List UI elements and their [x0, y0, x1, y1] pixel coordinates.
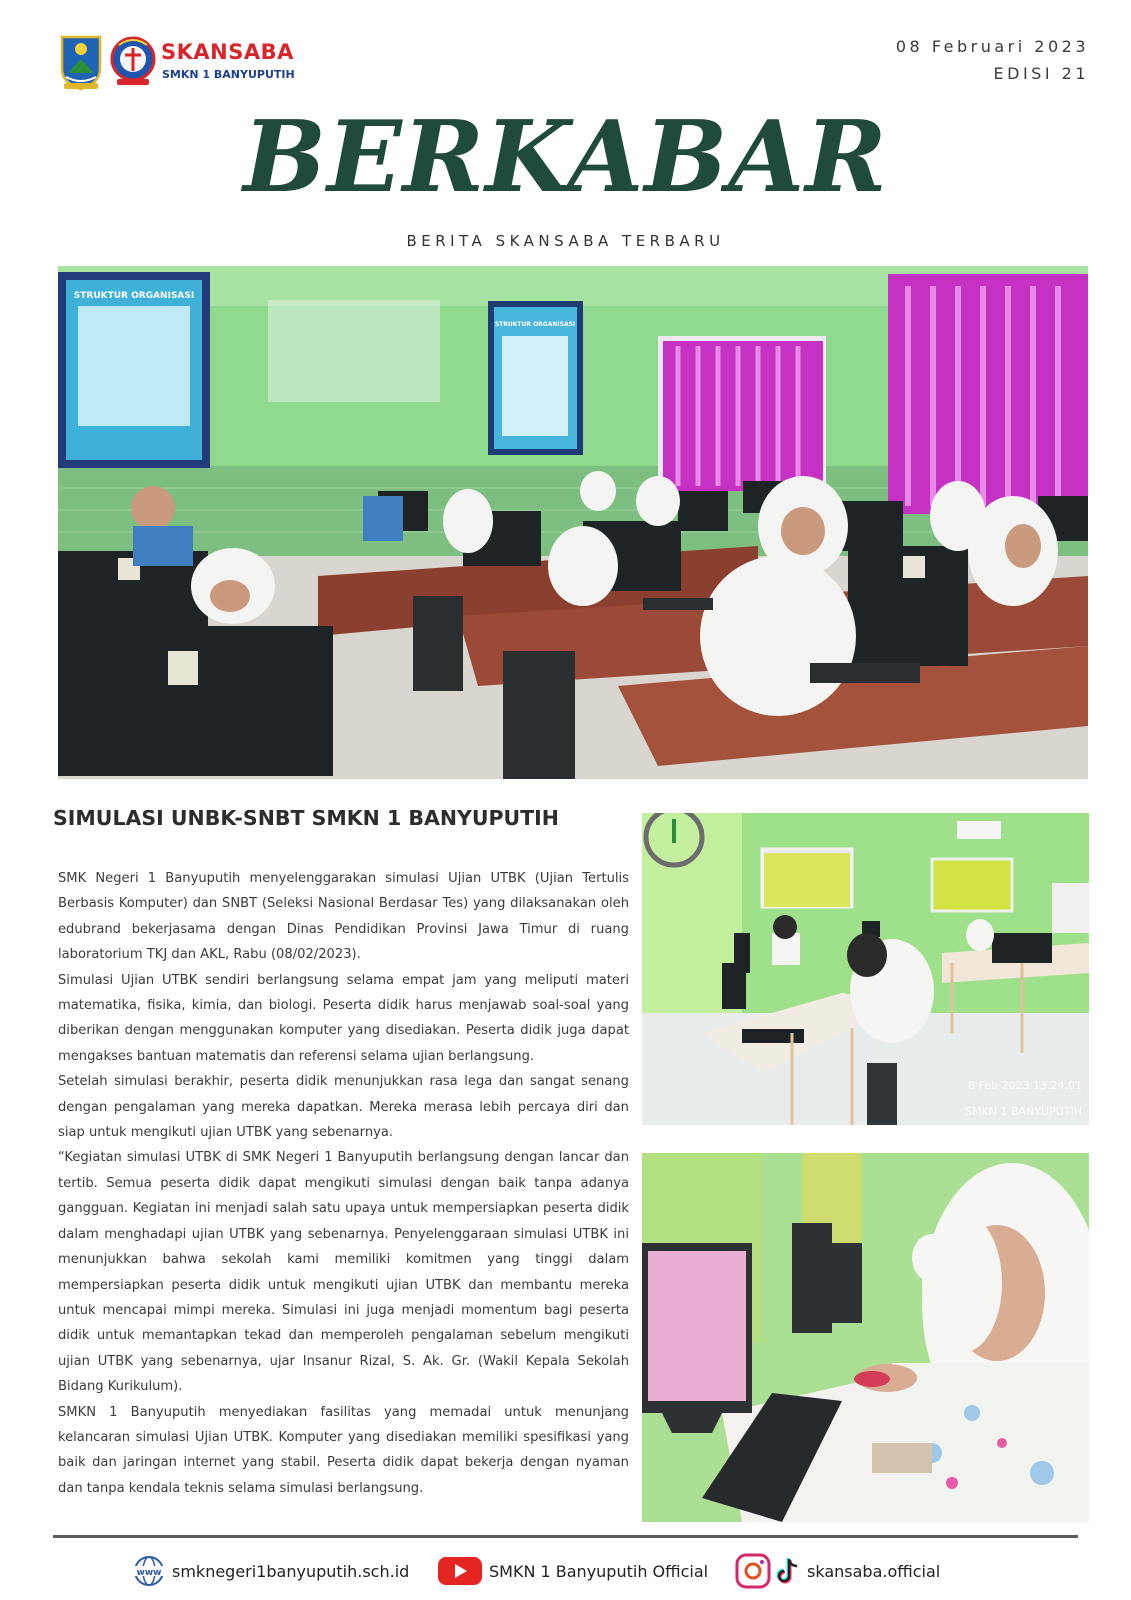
issue-date: 08 Februari 2023	[895, 37, 1089, 56]
brand-subtitle: SMKN 1 BANYUPUTIH	[162, 68, 295, 81]
article-body	[58, 866, 629, 1501]
side-photo-1-stamp-date: 8 Feb 2023 13.24.01	[968, 1079, 1082, 1092]
hero-poster-right	[488, 301, 583, 455]
footer-website[interactable]	[132, 1549, 409, 1593]
instagram-icon	[735, 1553, 771, 1589]
article-headline: SIMULASI UNBK-SNBT SMKN 1 BANYUPUTIH	[53, 806, 559, 830]
globe-icon-label: www	[136, 1568, 162, 1578]
hero-poster-right-title: STRUKTUR ORGANISASI	[494, 321, 576, 328]
hero-photo-computer-lab	[58, 266, 1088, 779]
tiktok-icon	[775, 1556, 801, 1586]
footer-youtube-text[interactable]: SMKN 1 Banyuputih Official	[489, 1561, 709, 1581]
footer-divider	[53, 1535, 1078, 1538]
article-paragraph-3: Setelah simulasi berakhir, peserta didik menunjukkan rasa lega dan sangat senang dengan pengalaman yang mereka dapatkan. Mereka merasa lebih percaya diri dan siap untuk mengikuti ujian UTBK yang sebenarnya.	[58, 1074, 629, 1141]
masthead-title: BERKABAR	[243, 100, 888, 215]
issue-info	[896, 33, 1089, 87]
article-paragraph-1: SMK Negeri 1 Banyuputih menyelenggarakan simulasi Ujian UTBK (Ujian Tertulis Berbasis Komputer) dan SNBT (Seleksi Nasional Berdasar Tes) yang dilaksanakan oleh edubrand bekerjasama dengan Dinas Pendidikan Provinsi Jawa Timur di ruang laboratorium TKJ dan AKL, Rabu (08/02/2023).	[58, 871, 629, 963]
school-emblem-icon	[109, 35, 157, 87]
footer-social-text[interactable]: skansaba.official	[807, 1561, 941, 1581]
issue-edition: EDISI 21	[993, 64, 1089, 83]
header-logos	[58, 33, 298, 93]
article-paragraph-4: “Kegiatan simulasi UTBK di SMK Negeri 1 Banyuputih berlangsung dengan lancar dan tertib. Semua peserta didik dapat mengikuti simulasi dengan baik tanpa adanya gangguan. Kegiatan ini menjadi salah satu upaya untuk mempersiapkan peserta didik dalam menghadapi ujian UTBK yang sebenarnya. Penyelenggaraan simulasi UTBK ini menunjukkan bahwa sekolah kami memiliki komitmen yang tinggi dalam mempersiapkan peserta didik untuk mengikuti ujian UTBK dan membantu mereka untuk mencapai mimpi mereka. Simulasi ini juga menjadi momentum bagi peserta didik untuk memantapkan tekad dan memperoleh pengalaman sebelum mengikuti ujian UTBK yang sebenarnya, ujar Insanur Rizal, S. Ak. Gr. (Wakil Kepala Sekolah Bidang Kurikulum).	[58, 1150, 629, 1395]
article-paragraph-5: SMKN 1 Banyuputih menyediakan fasilitas yang memadai untuk menunjang kelancaran simulasi Ujian UTBK. Komputer yang disediakan memiliki spesifikasi yang baik dan jaringan internet yang stabil. Peserta didik dapat bekerja dengan nyaman dan tanpa kendala teknis selama simulasi berlangsung.	[58, 1404, 629, 1496]
east-java-emblem-icon	[58, 33, 104, 91]
youtube-icon	[437, 1554, 483, 1588]
hero-poster-left-title: STRUKTUR ORGANISASI	[73, 291, 195, 301]
hero-poster-left	[58, 272, 210, 468]
globe-icon	[132, 1554, 166, 1588]
footer-youtube[interactable]	[437, 1549, 708, 1593]
footer-website-text[interactable]: smknegeri1banyuputih.sch.id	[172, 1561, 410, 1581]
brand-name: SKANSABA	[161, 40, 294, 64]
footer-social[interactable]	[735, 1549, 940, 1593]
masthead-tagline: BERITA SKANSABA TERBARU	[406, 232, 725, 250]
article-paragraph-2: Simulasi Ujian UTBK sendiri berlangsung selama empat jam yang meliputi materi matematika, fisika, kimia, dan biologi. Peserta didik harus menjawab soal-soal yang diberikan dengan menggunakan komputer yang disediakan. Peserta didik juga dapat mengakses bantuan matematis dan referensi selama ujian berlangsung.	[58, 972, 629, 1064]
footer-contacts	[132, 1549, 992, 1593]
side-photo-lab-students	[642, 813, 1089, 1125]
side-photo-1-stamp-place: SMKN 1 BANYUPUTIH	[965, 1105, 1082, 1118]
side-photo-student-at-computer	[642, 1153, 1089, 1522]
